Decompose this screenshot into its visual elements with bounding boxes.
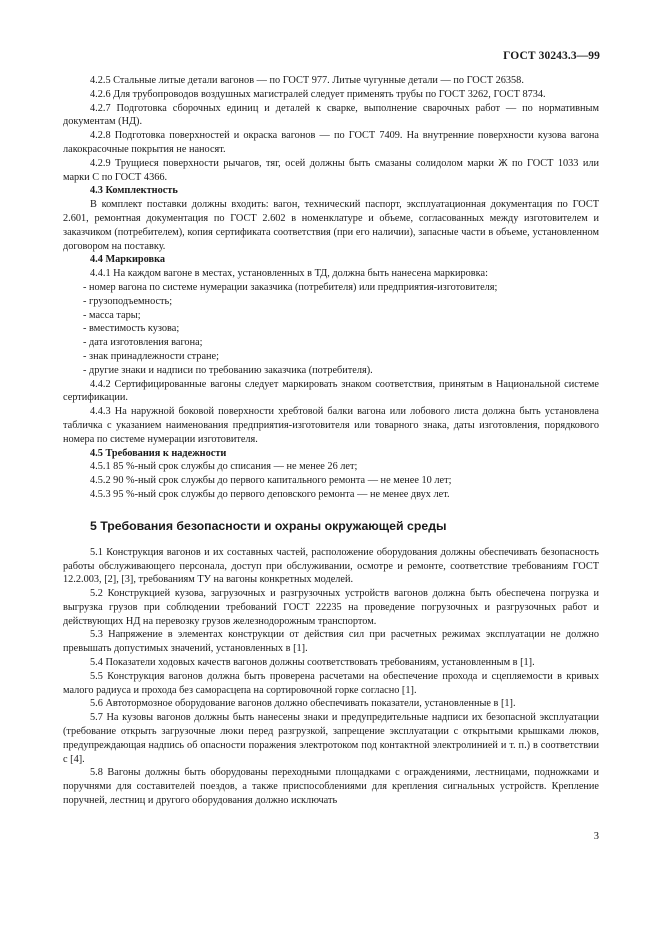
paragraph-4-4-2: 4.4.2 Сертифицированные вагоны следует маркировать знаком соответствия, принятым в Национальной системе сертификации. bbox=[63, 378, 599, 404]
paragraph-5-7: 5.7 На кузовы вагонов должны быть нанесены знаки и предупредительные надписи их безопасной эксплуатации (требование открыть загрузочные люки перед разгрузкой, запрещение эксплуатации с открытыми крышками люков, предупреждающая надпись об опасности поражения электротоком под контактной электролинией и т. п.) в соответствии с [4]. bbox=[63, 712, 599, 765]
paragraph-4-2-8: 4.2.8 Подготовка поверхностей и окраска вагонов — по ГОСТ 7409. На внутренние поверхности кузова вагона лакокрасочные покрытия не наносят. bbox=[63, 130, 599, 155]
document-code-header: ГОСТ 30243.3—99 bbox=[503, 50, 600, 62]
page-number: 3 bbox=[593, 831, 599, 842]
paragraph-4-3: В комплект поставки должны входить: вагон, технический паспорт, эксплуатационная документация по ГОСТ 2.601, ремонтная документация по ГОСТ 2.602 в номенклатуре и объеме, согласованных между изготовителем и заказчиком (потребителем), копия сертификата соответствия (при его наличии), запасные части в объеме, установленном договором на поставку. bbox=[63, 199, 599, 252]
paragraph-5-2: 5.2 Конструкцией кузова, загрузочных и разгрузочных устройств вагонов должна быть обеспечена погрузка и выгрузка грузов при соблюдении требований ГОСТ 22235 на проведение погрузочных и разгрузочных работ и действующих НД на перевозку грузов железнодорожным транспортом. bbox=[63, 588, 599, 627]
list-item: - знак принадлежности стране; bbox=[83, 350, 219, 362]
paragraph-4-2-9: 4.2.9 Трущиеся поверхности рычагов, тяг, осей должны быть смазаны солидолом марки Ж по ГОСТ 1033 или марки С по ГОСТ 4366. bbox=[63, 157, 599, 183]
page-body bbox=[63, 74, 599, 808]
paragraph-5-3: 5.3 Напряжение в элементах конструкции от действия сил при расчетных режимах эксплуатации не должно превышать допустимых значений, установленных в [1]. bbox=[63, 629, 599, 655]
paragraph-4-2-6: 4.2.6 Для трубопроводов воздушных магистралей следует применять трубы по ГОСТ 3262, ГОСТ 8734. bbox=[90, 88, 546, 100]
paragraph-5-1: 5.1 Конструкция вагонов и их составных частей, расположение оборудования должны обеспечивать безопасность работы обслуживающего персонала, доступ при обслуживании, осмотре и ремонте, соответствие требованиям ГОСТ 12.2.003, [2], [3], требованиям ТУ на вагоны конкретных моделей. bbox=[63, 546, 599, 586]
paragraph-5-5: 5.5 Конструкция вагонов должна быть проверена расчетами на обеспечение прохода и сцепляемости в кривых малого радиуса и прохода без саморасцепа на сортировочной горке согласно [1]. bbox=[63, 670, 599, 696]
paragraph-4-2-5: 4.2.5 Стальные литые детали вагонов — по ГОСТ 977. Литые чугунные детали — по ГОСТ 26358. bbox=[90, 75, 524, 86]
paragraph-4-4-1: 4.4.1 На каждом вагоне в местах, установленных в ТД, должна быть нанесена маркировка: bbox=[90, 268, 488, 280]
subsection-heading-4-4: 4.4 Маркировка bbox=[90, 254, 166, 266]
list-item: - номер вагона по системе нумерации заказчика (потребителя) или предприятия-изготовителя; bbox=[83, 281, 498, 293]
paragraph-4-5-3: 4.5.3 95 %-ный срок службы до первого деповского ремонта — не менее двух лет. bbox=[90, 488, 450, 500]
paragraph-4-5-2: 4.5.2 90 %-ный срок службы до первого капитального ремонта — не менее 10 лет; bbox=[90, 475, 452, 487]
list-item: - грузоподъемность; bbox=[83, 295, 173, 307]
paragraph-4-5-1: 4.5.1 85 %-ный срок службы до списания — не менее 26 лет; bbox=[90, 461, 358, 473]
subsection-heading-4-5: 4.5 Требования к надежности bbox=[90, 447, 227, 459]
list-item: - масса тары; bbox=[83, 309, 141, 321]
section-heading-5: 5 Требования безопасности и охраны окружающей среды bbox=[90, 518, 447, 533]
list-item: - другие знаки и надписи по требованию заказчика (потребителя). bbox=[83, 364, 373, 376]
paragraph-5-6: 5.6 Автотормозное оборудование вагонов должно обеспечивать показатели, установленные в [1]. bbox=[90, 698, 516, 710]
paragraph-5-4: 5.4 Показатели ходовых качеств вагонов должны соответствовать требованиям, установленным в [1]. bbox=[90, 657, 535, 669]
paragraph-4-2-7: 4.2.7 Подготовка сборочных единиц и деталей к сварке, выполнение сварочных работ — по нормативным документам (НД). bbox=[63, 102, 599, 128]
subsection-heading-4-3: 4.3 Комплектность bbox=[90, 185, 178, 197]
paragraph-5-8: 5.8 Вагоны должны быть оборудованы переходными площадками с ограждениями, лестницами, подножками и поручнями для составителей поездов, а также приспособлениями для крепления сигнальных устройств. Крепление поручней, лестниц и другого оборудования должно исключать bbox=[63, 767, 599, 807]
paragraph-4-4-3: 4.4.3 На наружной боковой поверхности хребтовой балки вагона или лобового листа должна быть установлена табличка с указанием наименования предприятия-изготовителя или товарного знака, даты изготовления, порядкового номера по системе нумерации изготовителя. bbox=[63, 406, 599, 445]
list-item: - вместимость кузова; bbox=[83, 323, 180, 335]
list-item: - дата изготовления вагона; bbox=[83, 337, 203, 349]
